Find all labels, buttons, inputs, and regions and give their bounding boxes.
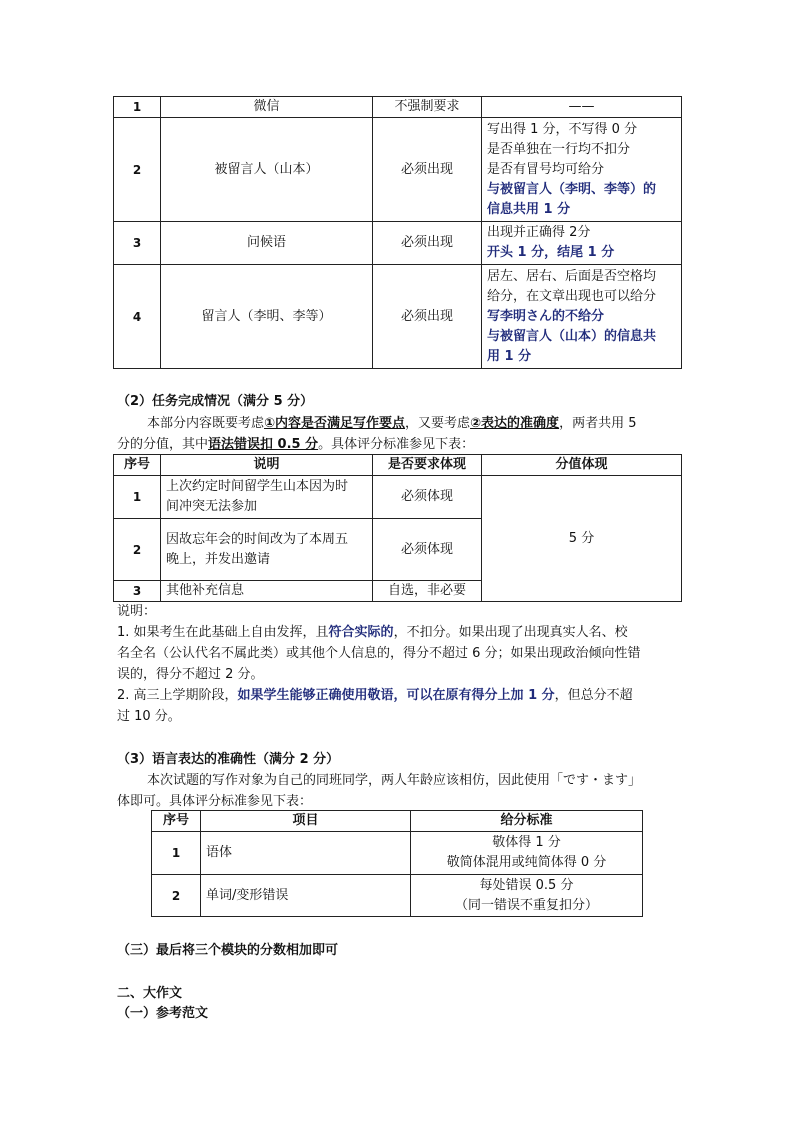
notes-cell: 居左、居右、后面是否空格均 给分，在文章出现也可以给分 写李明さん的不给分 与被留言人（山本）的信息共 用 1 分 [482, 265, 682, 369]
section-heading: （3）语言表达的准确性（满分 2 分） [117, 752, 340, 767]
table-row: 3 问候语 必须出现 出现并正确得 2分 开头 1 分，结尾 1 分 [114, 222, 682, 265]
notes-cell: 出现并正确得 2分 开头 1 分，结尾 1 分 [482, 222, 682, 265]
scoring-table-task [113, 454, 682, 602]
notes-cell: 写出得 1 分，不写得 0 分 是否单独在一行均不扣分 是否有冒号均可给分 与被留言人（李明、李等）的 信息共用 1 分 [482, 118, 682, 222]
section-heading: （2）任务完成情况（满分 5 分） [117, 394, 314, 409]
table-row: 3 其他补充信息 自选，非必要 [114, 581, 682, 602]
section-intro: 本部分内容既要考虑①内容是否满足写作要点，又要考虑②表达的准确度，两者共用 5 分的分值，其中语法错误扣 0.5 分。具体评分标准参见下表： [117, 416, 637, 452]
table-row: 2 因故忘年会的时间改为了本周五 晚上，并发出邀请 必须体现 [114, 519, 682, 581]
scoring-table-language [151, 810, 643, 917]
notes-block: 说明： 1. 如果考生在此基础上自由发挥，且符合实际的，不扣分。如果出现了出现真实人名、校 名全名（公认代名不属此类）或其他个人信息的，得分不超过 6 分；如果出现政治倾向性错 误的，得分不超过 2 分。 2. 高三上学期阶段，如果学生能够正确使用敬语，可以在原有得分上加 1 分，但总分不超 过 10 分。 [117, 604, 641, 724]
table-row: 1 微信 不强制要求 —— [114, 97, 682, 118]
table-row: 2 单词/变形错误 每处错误 0.5 分 （同一错误不重复扣分） [152, 875, 643, 917]
table-row: 4 留言人（李明、李等） 必须出现 居左、居右、后面是否空格均 给分，在文章出现也可以给分 写李明さん的不给分 与被留言人（山本）的信息共 用 1 分 [114, 265, 682, 369]
table-header-row: 序号 说明 是否要求体现 分值体现 [114, 455, 682, 476]
table-row: 1 上次约定时间留学生山本因为时 间冲突无法参加 必须体现 5 分 [114, 476, 682, 519]
section-intro: 本次试题的写作对象为自己的同班同学，两人年龄应该相仿，因此使用「です・ます」 体即可。具体评分标准参见下表： [117, 773, 642, 809]
table-header-row: 序号 项目 给分标准 [152, 811, 643, 832]
sub-heading: （一）参考范文 [117, 1006, 209, 1021]
part-heading: 二、大作文 [117, 986, 183, 1001]
score-cell: 5 分 [482, 476, 682, 602]
scoring-table-format [113, 96, 682, 369]
table-row: 2 被留言人（山本） 必须出现 写出得 1 分，不写得 0 分 是否单独在一行均不扣分 是否有冒号均可给分 与被留言人（李明、李等）的 信息共用 1 分 [114, 118, 682, 222]
table-row: 1 语体 敬体得 1 分 敬简体混用或纯简体得 0 分 [152, 832, 643, 875]
final-heading: （三）最后将三个模块的分数相加即可 [117, 943, 339, 958]
